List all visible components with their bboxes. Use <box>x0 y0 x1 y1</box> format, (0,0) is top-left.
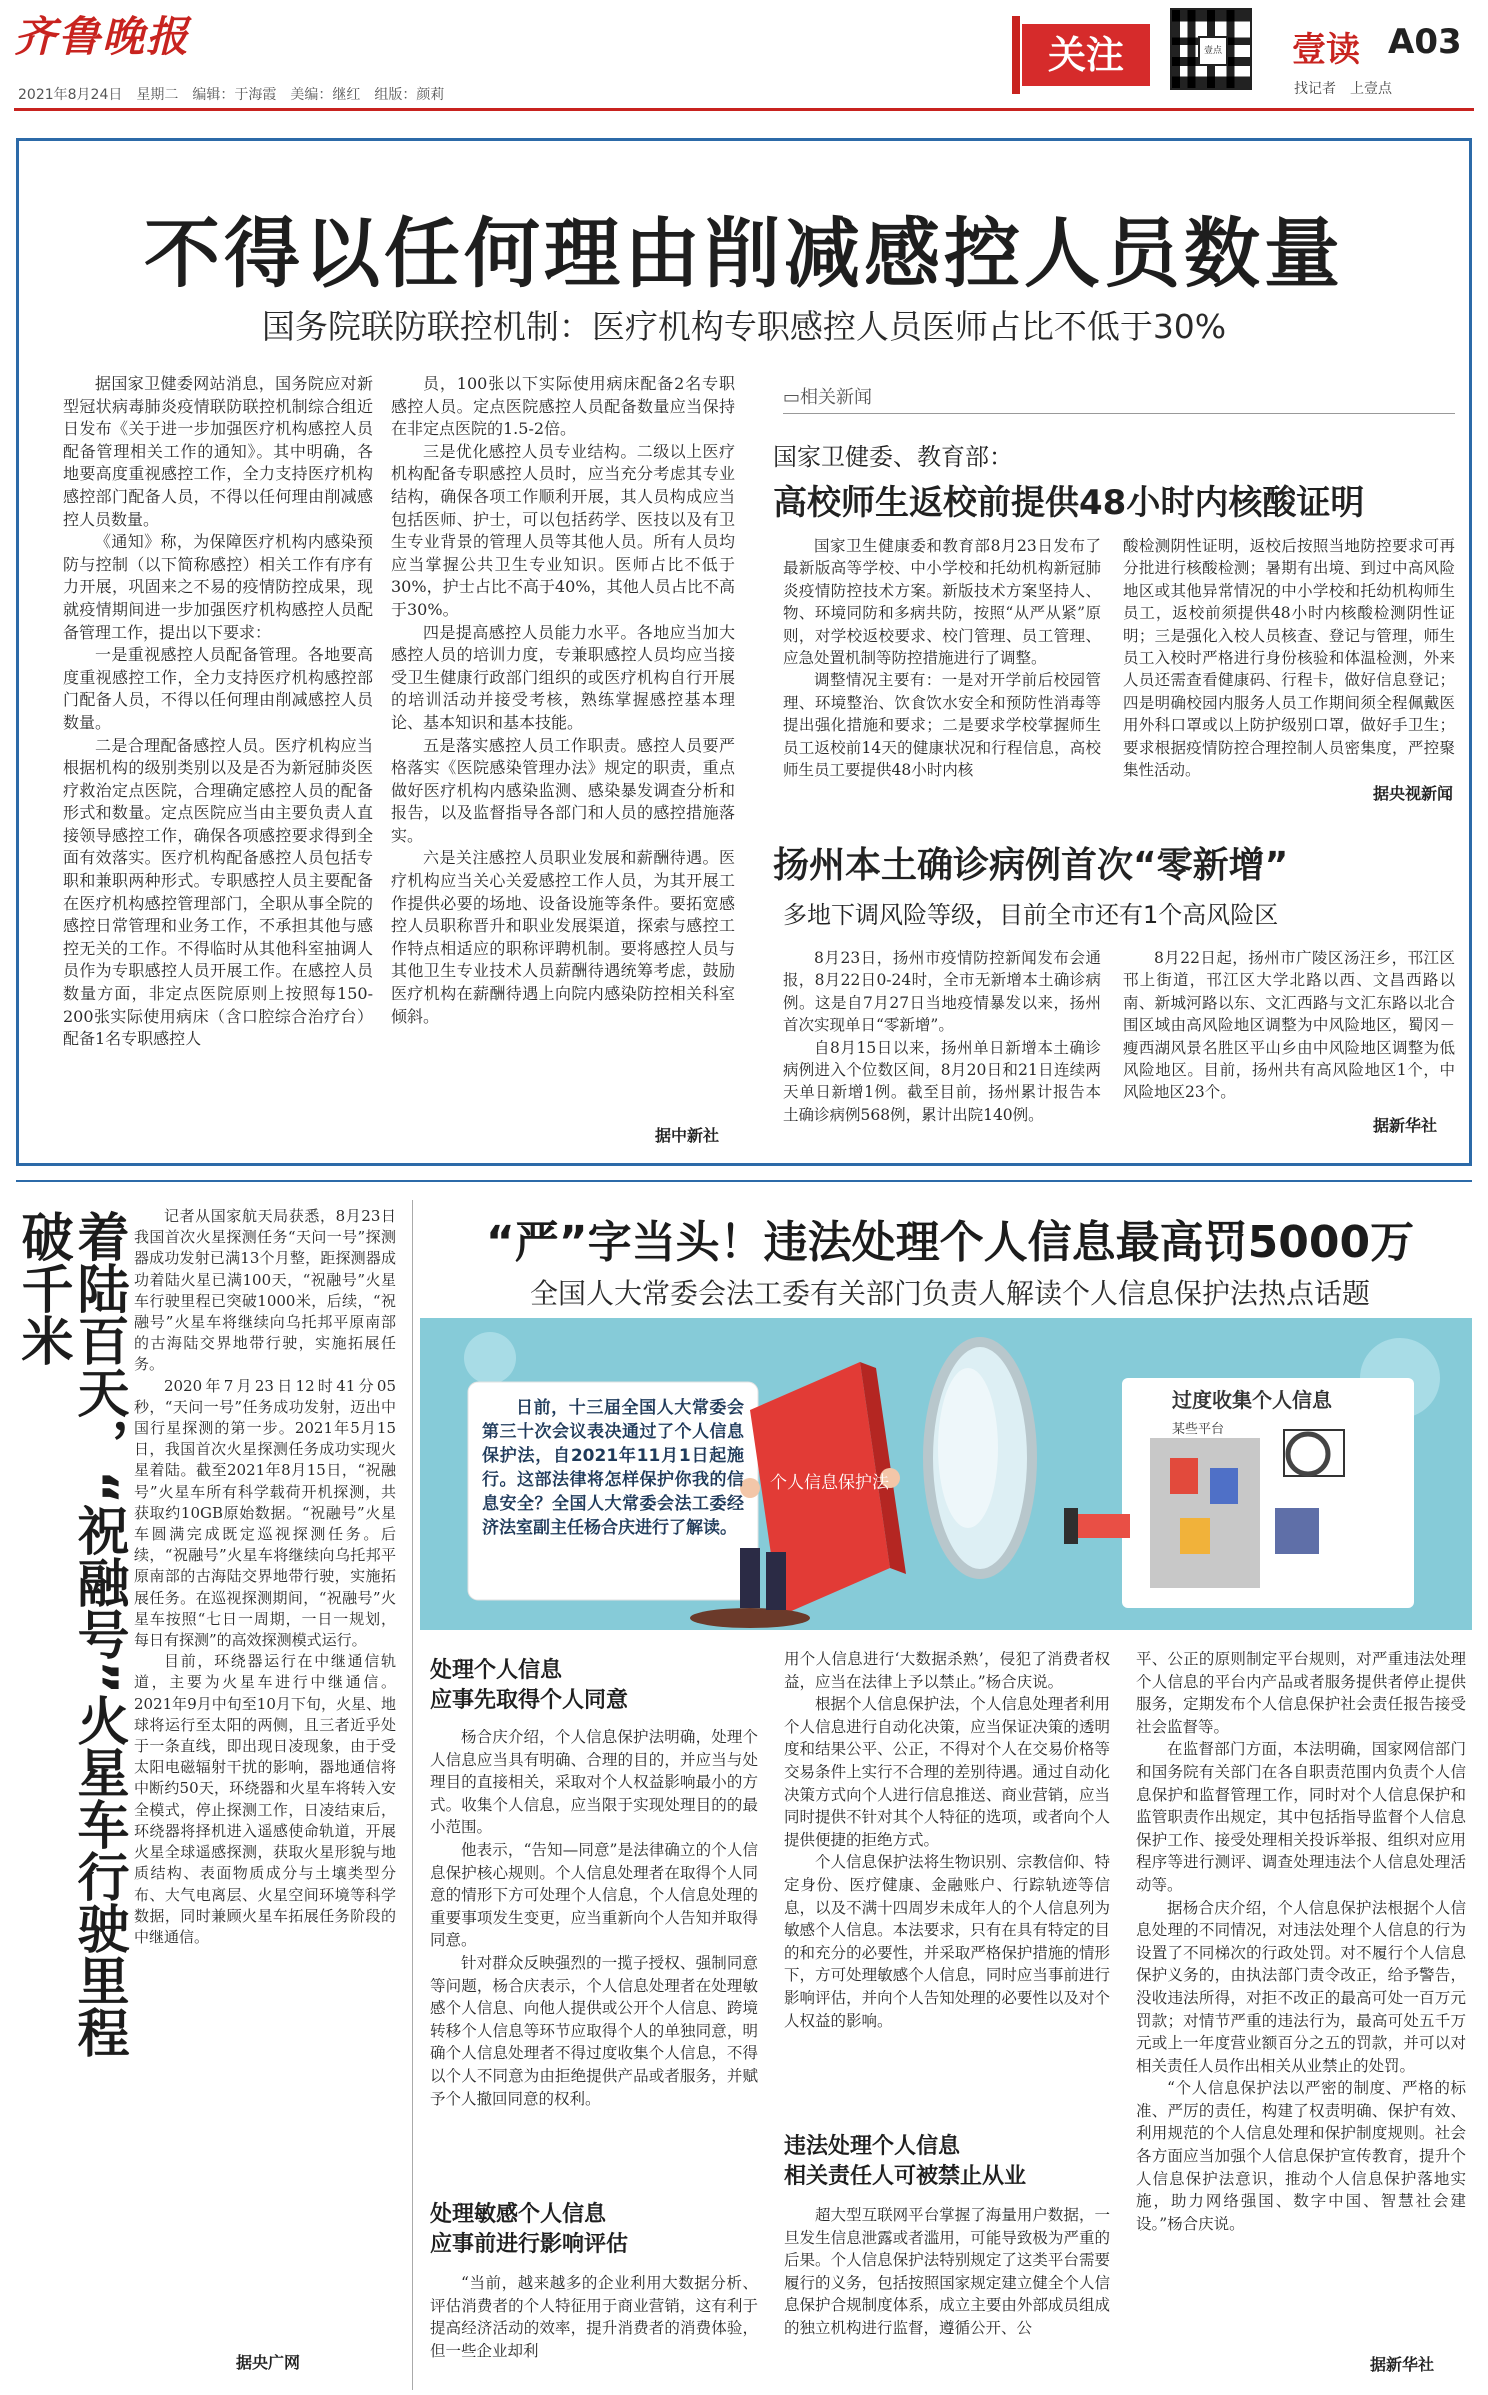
privacy-subhead: 全国人大常委会法工委有关部门负责人解读个人信息保护法热点话题 <box>529 1277 1370 1310</box>
privacy-paragraph: “个人信息保护法以严密的制度、严格的标准、严厉的责任，构建了权责明确、保护有效、利用规范的个人信息处理和保护制度规则。社会各方面应当加强个人信息保护宣传教育，提升个人信息保护法意识，推动个人信息保护落地实施，助力网络强国、数字中国、智慧社会建设。”杨合庆说。 <box>1136 2079 1466 2233</box>
related1-paragraph: 酸检测阴性证明，返校后按照当地防控要求可再分批进行核酸检测；暑期有出境、到过中高风险地区或其他异常情况的中小学校和托幼机构师生员工，返校前须提供48小时内核酸检测阴性证明；三是强化入校人员核查、登记与管理，师生员工入校时严格进行身份核验和体温检测，外来人员还需查看健康码、行程卡，做好信息登记；四是明确校园内服务人员工作期间须全程佩戴医用外科口罩或以上防护级别口罩，做好手卫生；要求根据疫情防控合理控制人员密集度，严控聚集性活动。 <box>1123 537 1455 780</box>
related-rule <box>783 413 1455 414</box>
privacy-paragraph: 针对群众反映强烈的一揽子授权、强制同意等问题，杨合庆表示，个人信息处理者在处理敏感个人信息、向他人提供或公开个人信息、跨境转移个人信息等环节应取得个人的单独同意，明确个人信息处理者不得过度收集个人信息，不得以个人不同意为由拒绝提供产品或者服务，并赋予个人撤回同意的权利。 <box>430 1953 758 2108</box>
section-name: 壹读 <box>1292 30 1360 70</box>
privacy-paragraph: 平、公正的原则制定平台规则，对严重违法处理个人信息的平台内产品或者服务提供者停止提供服务，定期发布个人信息保护社会责任报告接受社会监督等。 <box>1136 1650 1466 1736</box>
related1-column-2 <box>1123 535 1455 781</box>
related-news-label: ▭相关新闻 <box>783 387 873 408</box>
mars-paragraph: 记者从国家航天局获悉，8月23日我国首次火星探测任务“天问一号”探测器成功发射已满13个月整，距探测器成功着陆火星已满100天，“祝融号”火星车行驶里程已突破1000米，后续，“祝融号”火星车将继续向乌托邦平原南部的古海陆交界地带行驶，实施拓展任务。 <box>134 1207 396 1374</box>
privacy-headline: “严”字当头！违法处理个人信息最高罚5000万 <box>485 1217 1415 1268</box>
privacy-section1-body <box>430 1726 758 2110</box>
privacy-paragraph: 据杨合庆介绍，个人信息保护法根据个人信息处理的不同情况，对违法处理个人信息的行为设置了不同梯次的行政处罚。对不履行个人信息保护义务的，由执法部门责令改正，给予警告，没收违法所得，对拒不改正的最高可处一百万元罚款；对情节严重的违法行为，最高可处五千万元或上一年度营业额百分之五的罚款，并可以对相关责任人员作出相关从业禁止的处罚。 <box>1136 1898 1466 2075</box>
privacy-section2-title: 处理敏感个人信息 应事前进行影响评估 <box>430 2202 629 2257</box>
lead-column-1 <box>63 373 373 1133</box>
focus-bar <box>1012 16 1020 94</box>
related1-paragraph: 国家卫生健康委和教育部8月23日发布了最新版高等学校、中小学校和托幼机构新冠肺炎疫情防控技术方案。新版技术方案坚持人、物、环境同防和多病共防，按照“从严从紧”原则，对学校返校要求、校门管理、员工管理、应急处置机制等防控措施进行了调整。 <box>783 537 1101 668</box>
masthead-logo: 齐鲁晚报 <box>14 12 191 61</box>
board-title: 过度收集个人信息 <box>1172 1388 1332 1412</box>
related1-kicker: 国家卫健委、教育部： <box>773 443 1013 471</box>
section-divider <box>16 1180 1472 1182</box>
date-line: 2021年8月24日 星期二 编辑：于海霞 美编：继红 组版：颜莉 <box>18 87 445 103</box>
privacy-section3-body <box>784 2204 1110 2388</box>
related1-source: 据央视新闻 <box>1373 784 1454 803</box>
privacy-column-3 <box>1136 1648 1466 2348</box>
related2-column-1 <box>783 947 1101 1126</box>
mars-body <box>134 1206 396 2356</box>
lead-paragraph: 《通知》称，为保障医疗机构内感染预防与控制（以下简称感控）相关工作有序有力开展，巩固来之不易的疫情防控成果，现就疫情期间进一步加强医疗机构感控人员配备管理工作，提出以下要求： <box>63 532 373 642</box>
lead-source: 据中新社 <box>655 1126 720 1145</box>
book-title: 个人信息保护法 <box>770 1473 889 1493</box>
qr-code <box>1170 8 1252 90</box>
lead-paragraph: 四是提高感控人员能力水平。各地应当加大感控人员的培训力度，专兼职感控人员均应当接受卫生健康行政部门组织的或医疗机构自行开展的培训活动并接受考核，熟练掌握感控基本理论、基本知识和基本技能。 <box>391 622 735 732</box>
mars-paragraph: 目前，环绕器运行在中继通信轨道，主要为火星车进行中继通信。2021年9月中旬至10月下旬，火星、地球将运行至太阳的两侧，且三者近乎处于一条直线，即出现日凌现象，由于受太阳电磁辐射干扰的影响，器地通信将中断约50天，环绕器和火星车将转入安全模式，停止探测工作，日凌结束后，环绕器将择机进入遥感使命轨道，开展火星全球遥感探测，获取火星形貌与地质结构、表面物质成分与土壤类型分布、大气电离层、火星空间环境等科学数据，同时兼顾火星车拓展任务阶段的中继通信。 <box>134 1652 396 1946</box>
privacy-paragraph: 根据个人信息保护法，个人信息处理者利用个人信息进行自动化决策，应当保证决策的透明度和结果公平、公正，不得对个人在交易价格等交易条件上实行不合理的差别待遇。通过自动化决策方式向个人进行信息推送、商业营销，应当同时提供不针对其个人特征的选项，或者向个人提供便捷的拒绝方式。 <box>784 1695 1110 1849</box>
lead-column-2 <box>391 373 735 1113</box>
lead-paragraph: 一是重视感控人员配备管理。各地要高度重视感控工作，全力支持医疗机构感控部门配备人员，不得以任何理由削减感控人员数量。 <box>63 645 373 732</box>
lead-paragraph: 据国家卫健委网站消息，国务院应对新型冠状病毒肺炎疫情联防联控机制综合组近日发布《关于进一步加强医疗机构感控人员配备管理相关工作的通知》。其中明确，各地要高度重视感控工作，全力支持医疗机构感控部门配备人员，不得以任何理由削减感控人员数量。 <box>63 374 373 529</box>
column-rule <box>412 1200 413 2390</box>
related2-source: 据新华社 <box>1373 1116 1438 1135</box>
focus-label: 关注 <box>1022 24 1150 86</box>
privacy-paragraph: 个人信息保护法将生物识别、宗教信仰、特定身份、医疗健康、金融账户、行踪轨迹等信息，以及不满十四周岁未成年人的个人信息列为敏感个人信息。本法要求，只有在具有特定的目的和充分的必要性，并采取严格保护措施的情形下，方可处理敏感个人信息，同时应当事前进行影响评估，并向个人告知处理的必要性以及对个人权益的影响。 <box>784 1853 1110 2030</box>
lead-paragraph: 三是优化感控人员专业结构。二级以上医疗机构配备专职感控人员时，应当充分考虑其专业结构，确保各项工作顺利开展，其人员构成应当包括医师、护士，可以包括药学、医技以及有卫生专业背景的管理人员等其他人员。所有人员均应当掌握公共卫生专业知识。医师占比不低于30%，护士占比不高于40%，其他人员占比不高于30%。 <box>391 441 735 619</box>
related2-paragraph: 8月22日起，扬州市广陵区汤汪乡，邗江区邗上街道，邗江区大学北路以西、文昌西路以南、新城河路以东、文汇西路与文汇东路以北合围区域由高风险地区调整为中风险地区，蜀冈－瘦西湖风景名胜区平山乡由中风险地区调整为低风险地区。目前，扬州共有高风险地区1个，中风险地区23个。 <box>1123 949 1455 1102</box>
mars-source: 据央广网 <box>236 2353 301 2372</box>
lead-paragraph: 五是落实感控人员工作职责。感控人员要严格落实《医院感染管理办法》规定的职责，重点做好医疗机构内感染监测、感染暴发调查分析和报告，以及监督指导各部门和人员的感控措施落实。 <box>391 735 735 845</box>
privacy-illustration <box>420 1318 1472 1630</box>
mars-headline: 着陆百天，“祝融号”火星车行驶里程破千米 <box>12 1210 128 2059</box>
lead-subhead: 国务院联防联控机制：医疗机构专职感控人员医师占比不低于30% <box>261 307 1227 346</box>
illustration-intro: 日前，十三届全国人大常委会第三十次会议表决通过了个人信息保护法，自2021年11月1日起施行。这部法律将怎样保护你我的信息安全？全国人大常委会法工委经济法室副主任杨合庆进行了解读。 <box>482 1398 744 1538</box>
privacy-paragraph: “当前，越来越多的企业利用大数据分析、评估消费者的个人特征用于商业营销，这有利于提高经济活动的效率，提升消费者的消费体验，但一些企业却利 <box>430 2274 758 2360</box>
related1-column-1 <box>783 535 1101 781</box>
header-rule <box>14 108 1474 111</box>
related2-paragraph: 8月23日，扬州市疫情防控新闻发布会通报，8月22日0-24时，全市无新增本土确诊病例。这是自7月27日当地疫情暴发以来，扬州首次实现单日“零新增”。 <box>783 949 1101 1035</box>
related2-subhead: 多地下调风险等级，目前全市还有1个高风险区 <box>783 901 1279 929</box>
related1-headline: 高校师生返校前提供48小时内核酸证明 <box>773 483 1365 523</box>
related2-paragraph: 自8月15日以来，扬州单日新增本土确诊病例进入个位数区间，8月20日和21日连续两天单日新增1例。截至目前，扬州累计报告本土确诊病例568例，累计出院140例。 <box>783 1038 1101 1124</box>
privacy-section3-title: 违法处理个人信息 相关责任人可被禁止从业 <box>784 2134 1027 2189</box>
privacy-section1-title: 处理个人信息 应事先取得个人同意 <box>430 1658 629 1713</box>
page-number: A03 <box>1388 22 1462 62</box>
related-news-text: 相关新闻 <box>800 387 873 408</box>
privacy-paragraph: 超大型互联网平台掌握了海量用户数据，一旦发生信息泄露或者滥用，可能导致极为严重的后果。个人信息保护法特别规定了这类平台需要履行的义务，包括按照国家规定建立健全个人信息保护合规制度体系，成立主要由外部成员组成的独立机构进行监督，遵循公开、公 <box>784 2206 1110 2337</box>
lead-headline: 不得以任何理由削减感控人员数量 <box>144 209 1344 298</box>
lead-paragraph: 员，100张以下实际使用病床配备2名专职感控人员。定点医院感控人员配备数量应当保持在非定点医院的1.5-2倍。 <box>391 374 735 439</box>
lead-story-box <box>16 138 1472 1166</box>
related2-headline: 扬州本土确诊病例首次“零新增” <box>773 845 1289 886</box>
privacy-paragraph: 用个人信息进行‘大数据杀熟’，侵犯了消费者权益，应当在法律上予以禁止。”杨合庆说。 <box>784 1650 1110 1691</box>
lead-paragraph: 二是合理配备感控人员。医疗机构应当根据机构的级别类别以及是否为新冠肺炎医疗救治定点医院，合理确定感控人员的配备形式和数量。定点医院应当由主要负责人直接领导感控工作，确保各项感控要求得到全面有效落实。医疗机构配备感控人员包括专职和兼职两种形式。专职感控人员主要配备在医疗机构感控管理部门，全职从事全院的感控日常管理和业务工作，不承担其他与感控无关的工作。不得临时从其他科室抽调人员作为专职感控人员开展工作。在感控人员数量方面，非定点医院原则上按照每150-200张实际使用病床（含口腔综合治疗台）配备1名专职感控人 <box>63 735 373 1049</box>
focus-section-tag <box>1012 16 1154 94</box>
privacy-section2-body <box>430 2272 758 2388</box>
privacy-paragraph: 在监督部门方面，本法明确，国家网信部门和国务院有关部门在各自职责范围内负责个人信息保护和监督管理工作，同时对个人信息保护和监管职责作出规定，其中包括指导监督个人信息保护工作、接受处理相关投诉举报、组织对应用程序等进行测评、调查处理违法个人信息处理活动等。 <box>1136 1740 1466 1894</box>
header-credits: 找记者 上壹点 <box>1294 81 1392 97</box>
privacy-source: 据新华社 <box>1370 2355 1435 2374</box>
lead-paragraph: 六是关注感控人员职业发展和薪酬待遇。医疗机构应当关心关爱感控工作人员，为其开展工作提供必要的场地、设备设施等条件。要拓宽感控人员职称晋升和职业发展渠道，探索与感控工作特点相适应的职称评聘机制。要将感控人员与其他卫生专业技术人员薪酬待遇统筹考虑，鼓励医疗机构在薪酬待遇上向院内感染防控相关科室倾斜。 <box>391 848 735 1026</box>
privacy-paragraph: 杨合庆介绍，个人信息保护法明确，处理个人信息应当具有明确、合理的目的，并应当与处理目的直接相关，采取对个人权益影响最小的方式。收集个人信息，应当限于实现处理目的的最小范围。 <box>430 1728 758 1837</box>
related2-column-2 <box>1123 947 1455 1104</box>
related1-paragraph: 调整情况主要有：一是对开学前后校园管理、环境整治、饮食饮水安全和预防性消毒等提出强化措施和要求；二是要求学校掌握师生员工返校前14天的健康状况和行程信息，高校师生员工要提供48小时内核 <box>783 671 1101 780</box>
qr-logo: 壹点 <box>1198 36 1228 66</box>
platform-label: 某些平台 <box>1172 1422 1225 1437</box>
mars-paragraph: 2020年7月23日12时41分05秒，“天问一号”任务成功发射，迈出中国行星探测的第一步。2021年5月15日，我国首次火星探测任务成功实现火星着陆。截至2021年8月15日，“祝融号”火星车所有科学载荷开机探测，共获取约10GB原始数据。“祝融号”火星车圆满完成既定巡视探测任务。后续，“祝融号”火星车将继续向乌托邦平原南部的古海陆交界地带行驶，实施拓展任务。在巡视探测期间，“祝融号”火星车按照“七日一周期，一日一规划，每日有探测”的高效探测模式运行。 <box>134 1376 396 1650</box>
privacy-paragraph: 他表示，“告知—同意”是法律确立的个人信息保护核心规则。个人信息处理者在取得个人同意的情形下方可处理个人信息，个人信息处理的重要事项发生变更，应当重新向个人告知并取得同意。 <box>430 1840 758 1950</box>
privacy-column-2 <box>784 1648 1110 2118</box>
